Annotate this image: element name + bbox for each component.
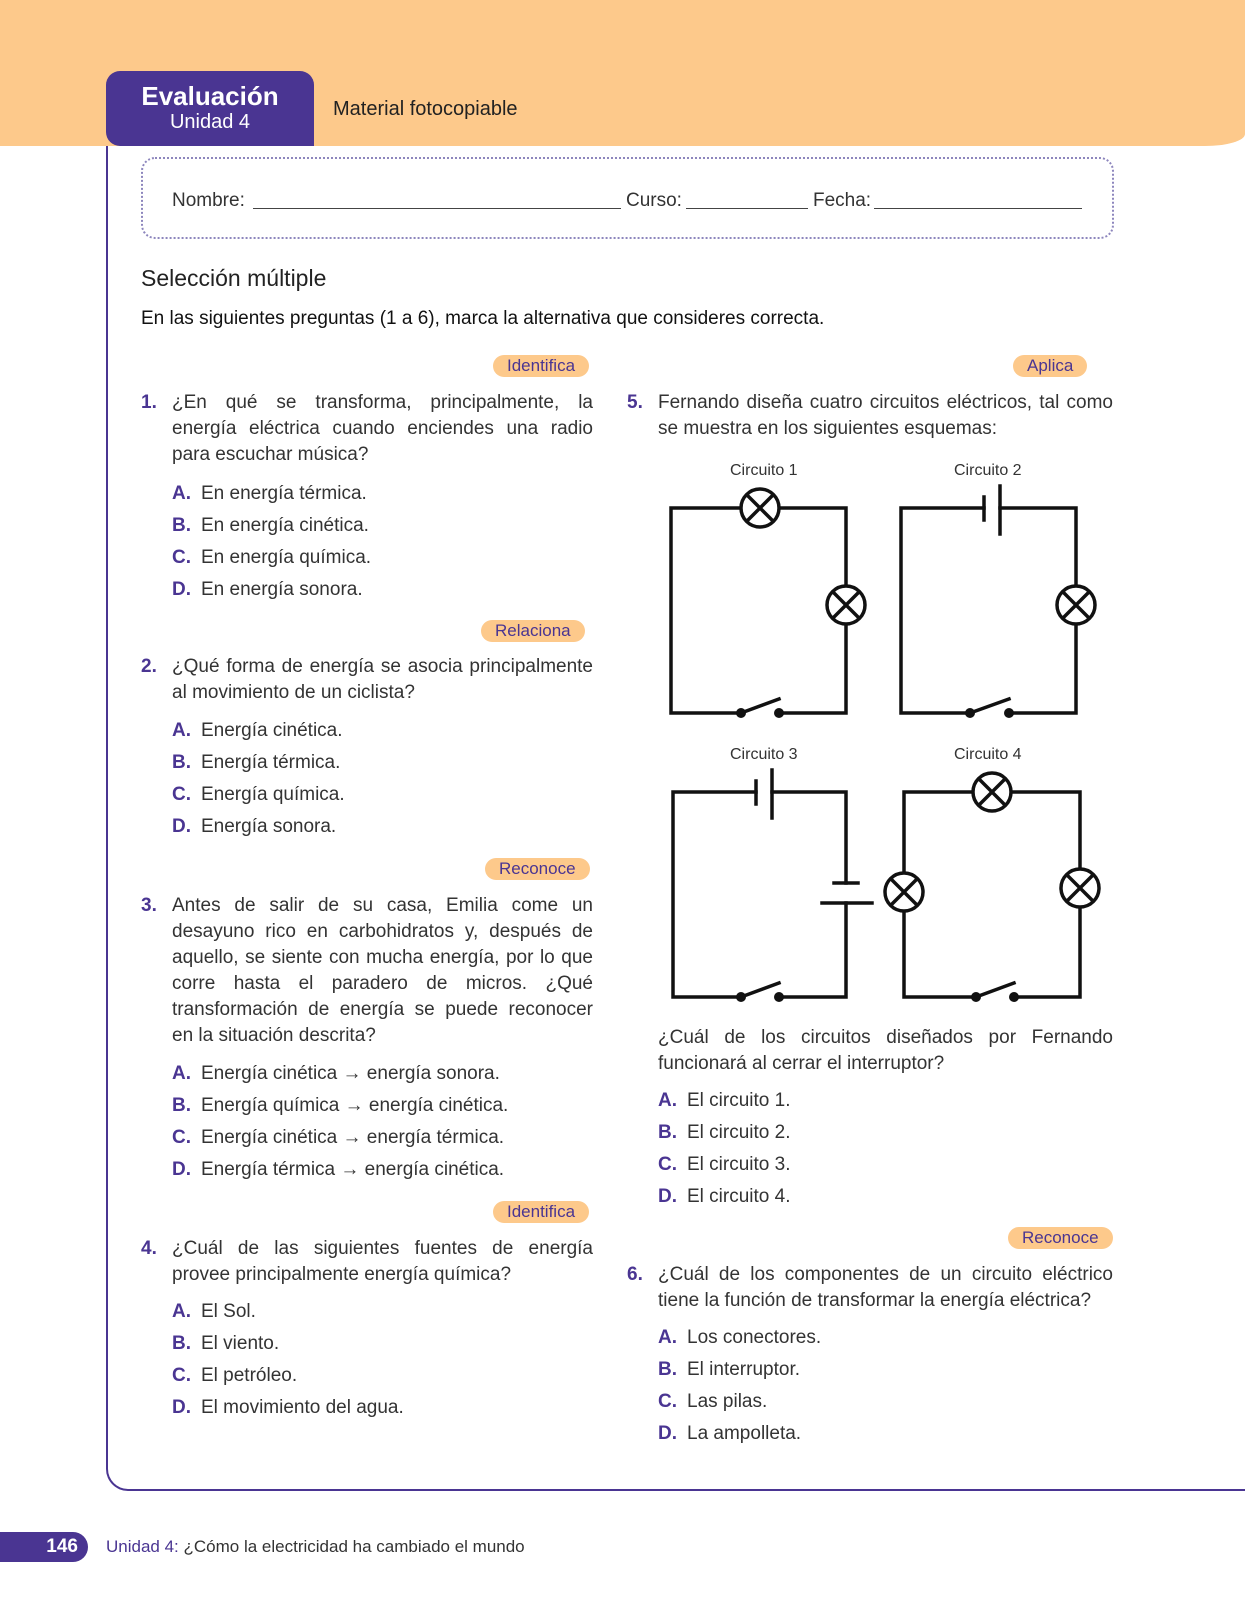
option-4c[interactable]: C. El petróleo. — [172, 1365, 298, 1386]
option-2a[interactable]: A. Energía cinética. — [172, 720, 343, 741]
question-number: 6. — [627, 1264, 643, 1285]
option-3a[interactable]: A. Energía cinética → energía sonora. — [172, 1063, 500, 1084]
option-3b[interactable]: B. Energía química → energía cinética. — [172, 1095, 509, 1116]
circuit-1 — [671, 489, 865, 718]
skill-tag: Identifica — [493, 1201, 589, 1223]
bulb-icon — [827, 586, 865, 624]
circuit-4-label: Circuito 4 — [954, 746, 1022, 763]
question-followup-text: ¿Cuál de los circuitos diseñados por Fernando funcionará al cerrar el interruptor? — [658, 1027, 1113, 1074]
bulb-icon — [885, 873, 923, 911]
option-6d[interactable]: D. La ampolleta. — [658, 1423, 802, 1444]
option-5a[interactable]: A. El circuito 1. — [658, 1090, 791, 1111]
question-text: ¿En qué se transforma, principalmente, la energía eléctrica cuando enciendes una radio para escuchar música? — [172, 392, 593, 465]
option-4b[interactable]: B. El viento. — [172, 1333, 280, 1354]
section-title: Selección múltiple — [141, 265, 327, 291]
circuit-3 — [673, 770, 872, 1002]
name-label: Nombre: — [172, 190, 245, 211]
page-number: 146 — [0, 1532, 88, 1562]
circuit-4 — [885, 773, 1099, 1002]
question-number: 5. — [627, 392, 643, 413]
question-number: 4. — [141, 1238, 157, 1259]
skill-tag: Reconoce — [1008, 1227, 1113, 1249]
question-text: ¿Qué forma de energía se asocia principalmente al movimiento de un ciclista? — [172, 656, 593, 703]
circuit-1-label: Circuito 1 — [730, 462, 798, 479]
question-text: Fernando diseña cuatro circuitos eléctricos, tal como se muestra en los siguientes esquemas: — [658, 392, 1113, 439]
skill-tag: Aplica — [1013, 355, 1087, 377]
footer-title: ¿Cómo la electricidad ha cambiado el mundo — [183, 1537, 525, 1556]
circuit-2 — [901, 486, 1095, 718]
option-4a[interactable]: A. El Sol. — [172, 1301, 256, 1322]
question-text: ¿Cuál de las siguientes fuentes de energía provee principalmente energía química? — [172, 1238, 593, 1285]
question-number: 1. — [141, 392, 157, 413]
option-6b[interactable]: B. El interruptor. — [658, 1359, 800, 1380]
circuit-2-label: Circuito 2 — [954, 462, 1022, 479]
question-5-followup — [627, 1025, 1113, 1077]
question-text: ¿Cuál de los componentes de un circuito eléctrico tiene la función de transformar la energía eléctrica? — [658, 1264, 1113, 1311]
option-1b[interactable]: B. En energía cinética. — [172, 515, 369, 536]
option-5d[interactable]: D. El circuito 4. — [658, 1186, 791, 1207]
footer-text — [106, 1537, 525, 1557]
footer-unit: Unidad 4: — [106, 1537, 179, 1556]
instructions: En las siguientes preguntas (1 a 6), marca la alternativa que consideres correcta. — [141, 308, 825, 329]
skill-tag: Relaciona — [481, 620, 585, 642]
option-2b[interactable]: B. Energía térmica. — [172, 752, 341, 773]
bulb-icon — [973, 773, 1011, 811]
unit-subtitle: Unidad 4 — [169, 111, 251, 133]
circuit-3-label: Circuito 3 — [730, 746, 798, 763]
question-number: 3. — [141, 895, 157, 916]
bulb-icon — [741, 489, 779, 527]
option-5c[interactable]: C. El circuito 3. — [658, 1154, 791, 1175]
option-3c[interactable]: C. Energía cinética → energía térmica. — [172, 1127, 505, 1148]
question-text: Antes de salir de su casa, Emilia come un desayuno rico en carbohidratos y, después de aquello, se siente con mucha energía, por lo que corre hasta el paradero de micros. ¿Qué transformación de energía se puede reconocer en la situación descrita? — [172, 895, 593, 1046]
skill-tag: Reconoce — [485, 858, 590, 880]
course-label: Curso: — [626, 190, 682, 211]
bulb-icon — [1057, 586, 1095, 624]
option-1d[interactable]: D. En energía sonora. — [172, 579, 363, 600]
skill-tag: Identifica — [493, 355, 589, 377]
option-1c[interactable]: C. En energía química. — [172, 547, 372, 568]
option-6c[interactable]: C. Las pilas. — [658, 1391, 768, 1412]
question-number: 2. — [141, 656, 157, 677]
option-3d[interactable]: D. Energía térmica → energía cinética. — [172, 1159, 505, 1180]
option-2d[interactable]: D. Energía sonora. — [172, 816, 337, 837]
bulb-icon — [1061, 869, 1099, 907]
option-5b[interactable]: B. El circuito 2. — [658, 1122, 791, 1143]
option-6a[interactable]: A. Los conectores. — [658, 1327, 822, 1348]
option-2c[interactable]: C. Energía química. — [172, 784, 345, 805]
question-6 — [627, 1262, 1113, 1314]
option-4d[interactable]: D. El movimiento del agua. — [172, 1397, 404, 1418]
evaluation-title: Evaluación — [141, 81, 279, 111]
material-label: Material fotocopiable — [333, 98, 518, 120]
option-1a[interactable]: A. En energía térmica. — [172, 483, 367, 504]
date-label: Fecha: — [813, 190, 872, 211]
